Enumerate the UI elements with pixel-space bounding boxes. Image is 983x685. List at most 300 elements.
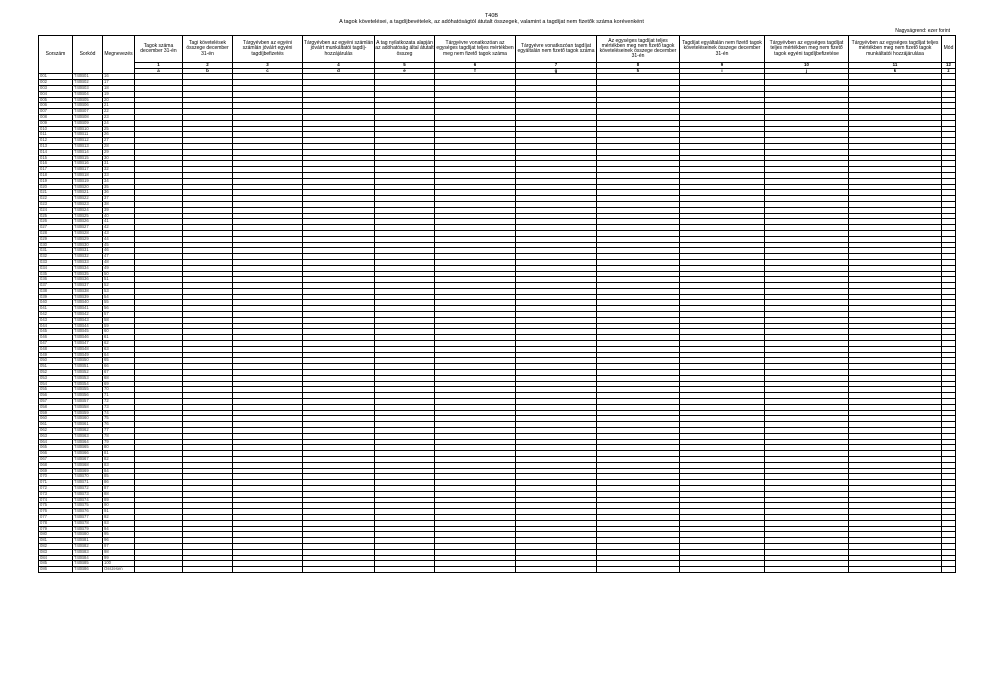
- cell-megnevezes: 24: [103, 120, 135, 126]
- cell-megnevezes: 66: [103, 364, 135, 370]
- cell-sorszam: 058: [39, 404, 73, 410]
- cell-sorkod: T40B68: [73, 462, 103, 468]
- cell-sorszam: 073: [39, 491, 73, 497]
- cell-sorszam: 038: [39, 288, 73, 294]
- col-letter: i: [680, 68, 765, 74]
- cell-megnevezes: 49: [103, 265, 135, 271]
- cell-megnevezes: 83: [103, 462, 135, 468]
- cell-sorkod: T40B66: [73, 451, 103, 457]
- cell-megnevezes: 30: [103, 155, 135, 161]
- cell-sorkod: T40B59: [73, 410, 103, 416]
- cell-sorszam: 004: [39, 91, 73, 97]
- cell-sorszam: 030: [39, 242, 73, 248]
- cell-sorszam: 019: [39, 178, 73, 184]
- cell-sorkod: T40B42: [73, 312, 103, 318]
- cell-sorkod: T40B23: [73, 201, 103, 207]
- cell-megnevezes: 90: [103, 503, 135, 509]
- cell-sorkod: T40B25: [73, 213, 103, 219]
- cell-sorszam: 021: [39, 190, 73, 196]
- cell-megnevezes: 94: [103, 526, 135, 532]
- cell-input[interactable]: [597, 567, 680, 573]
- cell-megnevezes: 35: [103, 184, 135, 190]
- cell-megnevezes: 72: [103, 399, 135, 405]
- cell-megnevezes: 61: [103, 335, 135, 341]
- cell-megnevezes: 51: [103, 277, 135, 283]
- cell-sorszam: 075: [39, 503, 73, 509]
- cell-sorszam: 027: [39, 225, 73, 231]
- header-megnevezes: Megnevezés: [103, 36, 135, 74]
- cell-sorszam: 020: [39, 184, 73, 190]
- cell-megnevezes: 60: [103, 329, 135, 335]
- table-row: [39, 567, 956, 573]
- cell-sorszam: 045: [39, 329, 73, 335]
- cell-sorkod: T40B43: [73, 317, 103, 323]
- cell-sorkod: T40B27: [73, 225, 103, 231]
- cell-sorkod: T40B31: [73, 248, 103, 254]
- cell-megnevezes: 58: [103, 317, 135, 323]
- table-body: [39, 74, 956, 573]
- col-number: 12: [942, 63, 956, 69]
- header-col-3: Tárgyévben az egyéni számlán jóváírt egyéni tagdíjbefizetés: [233, 36, 303, 63]
- cell-megnevezes: 99: [103, 555, 135, 561]
- cell-sorszam: 023: [39, 201, 73, 207]
- col-number: 4: [303, 63, 375, 69]
- cell-megnevezes: 29: [103, 149, 135, 155]
- cell-sorszam: 068: [39, 462, 73, 468]
- cell-sorkod: T40B22: [73, 196, 103, 202]
- cell-sorkod: T40B49: [73, 352, 103, 358]
- cell-megnevezes: 22: [103, 109, 135, 115]
- cell-megnevezes: 38: [103, 201, 135, 207]
- col-letter: k: [849, 68, 942, 74]
- cell-sorkod: T40B82: [73, 543, 103, 549]
- cell-megnevezes: 86: [103, 480, 135, 486]
- cell-sorkod: T40B14: [73, 149, 103, 155]
- cell-megnevezes: 43: [103, 230, 135, 236]
- cell-sorkod: T40B32: [73, 254, 103, 260]
- cell-sorkod: T40B64: [73, 439, 103, 445]
- cell-sorkod: T40B61: [73, 422, 103, 428]
- cell-sorszam: 061: [39, 422, 73, 428]
- cell-sorszam: 013: [39, 143, 73, 149]
- cell-sorkod: T40B01: [73, 74, 103, 80]
- cell-input[interactable]: [849, 567, 942, 573]
- cell-sorszam: 036: [39, 277, 73, 283]
- cell-sorkod: T40B37: [73, 283, 103, 289]
- cell-sorszam: 017: [39, 167, 73, 173]
- col-letter: z: [942, 68, 956, 74]
- cell-sorkod: T40B41: [73, 306, 103, 312]
- cell-sorkod: T40B46: [73, 335, 103, 341]
- col-number: 5: [375, 63, 435, 69]
- cell-megnevezes: 52: [103, 283, 135, 289]
- col-letter: d: [303, 68, 375, 74]
- cell-megnevezes: 41: [103, 219, 135, 225]
- cell-sorszam: 007: [39, 109, 73, 115]
- cell-sorkod: T40B26: [73, 219, 103, 225]
- cell-sorkod: T40B09: [73, 120, 103, 126]
- cell-sorszam: 065: [39, 445, 73, 451]
- cell-sorszam: 084: [39, 555, 73, 561]
- cell-sorszam: 060: [39, 416, 73, 422]
- cell-sorszam: 012: [39, 138, 73, 144]
- cell-sorszam: 074: [39, 497, 73, 503]
- cell-input[interactable]: [516, 567, 597, 573]
- cell-sorkod: T40B77: [73, 514, 103, 520]
- cell-megnevezes: 100: [103, 561, 135, 567]
- header-col-9: Tagdíjat egyáltalán nem fizető tagok követeléseinek összege december 31-én: [680, 36, 765, 63]
- cell-megnevezes: 25: [103, 126, 135, 132]
- cell-sorkod: T40B05: [73, 97, 103, 103]
- cell-sorszam: 026: [39, 219, 73, 225]
- cell-sorszam: 043: [39, 317, 73, 323]
- cell-megnevezes: 45: [103, 242, 135, 248]
- col-letter: g: [516, 68, 597, 74]
- header-col-2: Tagi követelések összege december 31-én: [183, 36, 233, 63]
- cell-sorszam: 033: [39, 259, 73, 265]
- cell-sorkod: T40B28: [73, 230, 103, 236]
- cell-sorkod: T40B18: [73, 172, 103, 178]
- cell-sorszam: 001: [39, 74, 73, 80]
- unit-label: Nagyságrend: ezer forint: [895, 28, 950, 34]
- cell-sorkod: T40B65: [73, 445, 103, 451]
- cell-sorkod: T40B02: [73, 80, 103, 86]
- cell-sorszam: 054: [39, 381, 73, 387]
- cell-megnevezes: 75: [103, 416, 135, 422]
- header-col-6: Tárgyévre vonatkozóan az egységes tagdíjat teljes mértékben meg nem fizető tagok száma: [435, 36, 516, 63]
- col-number: 6: [435, 63, 516, 69]
- cell-sorkod: T40B83: [73, 549, 103, 555]
- cell-sorszam: 015: [39, 155, 73, 161]
- cell-sorkod: T40B10: [73, 126, 103, 132]
- cell-megnevezes: 85: [103, 474, 135, 480]
- cell-sorszam: 010: [39, 126, 73, 132]
- header-col-5: A tag nyilatkozata alapján az adóhatóság által átutalt összeg: [375, 36, 435, 63]
- cell-megnevezes: 32: [103, 167, 135, 173]
- cell-sorszam: 079: [39, 526, 73, 532]
- cell-sorkod: T40B21: [73, 190, 103, 196]
- cell-sorkod: T40B53: [73, 375, 103, 381]
- cell-sorkod: T40B40: [73, 300, 103, 306]
- cell-megnevezes: 70: [103, 387, 135, 393]
- header-col-1: Tagok száma december 31-én: [135, 36, 183, 63]
- cell-megnevezes: 16: [103, 74, 135, 80]
- cell-megnevezes: 62: [103, 341, 135, 347]
- cell-megnevezes: 69: [103, 381, 135, 387]
- cell-sorkod: T40B36: [73, 277, 103, 283]
- cell-sorkod: T40B62: [73, 428, 103, 434]
- cell-sorszam: 014: [39, 149, 73, 155]
- cell-sorkod: T40B52: [73, 370, 103, 376]
- header-col-11: Tárgyévben az egységes tagdíjat teljes mértékben meg nem fizető tagok munkáltatói hozzájárulása: [849, 36, 942, 63]
- cell-sorkod: T40B04: [73, 91, 103, 97]
- cell-sorkod: T40B56: [73, 393, 103, 399]
- cell-megnevezes: 89: [103, 497, 135, 503]
- cell-sorszam: 046: [39, 335, 73, 341]
- cell-sorszam: 055: [39, 387, 73, 393]
- col-number: 2: [183, 63, 233, 69]
- cell-sorkod: T40B11: [73, 132, 103, 138]
- cell-megnevezes: 21: [103, 103, 135, 109]
- cell-megnevezes: 19: [103, 91, 135, 97]
- col-number: 7: [516, 63, 597, 69]
- cell-sorkod: T40B17: [73, 167, 103, 173]
- cell-sorkod: T40B48: [73, 346, 103, 352]
- cell-sorkod: T40B07: [73, 109, 103, 115]
- cell-sorkod: T40B34: [73, 265, 103, 271]
- cell-sorszam: 049: [39, 352, 73, 358]
- header-sorkod: Sorkód: [73, 36, 103, 74]
- cell-megnevezes: 26: [103, 132, 135, 138]
- cell-megnevezes: 91: [103, 509, 135, 515]
- cell-sorkod: T40B51: [73, 364, 103, 370]
- cell-sorkod: T40B44: [73, 323, 103, 329]
- cell-sorszam: 025: [39, 213, 73, 219]
- cell-sorkod: T40B08: [73, 114, 103, 120]
- cell-sorkod: T40B03: [73, 86, 103, 92]
- cell-sorszam: 044: [39, 323, 73, 329]
- cell-megnevezes: 20: [103, 97, 135, 103]
- cell-sorszam: 067: [39, 457, 73, 463]
- cell-sorszam: 069: [39, 468, 73, 474]
- cell-sorszam: 002: [39, 80, 73, 86]
- cell-sorkod: T40B33: [73, 259, 103, 265]
- col-letter: f: [435, 68, 516, 74]
- cell-megnevezes: 31: [103, 161, 135, 167]
- header-row: [39, 36, 956, 63]
- col-number: 11: [849, 63, 942, 69]
- cell-megnevezes: 48: [103, 259, 135, 265]
- cell-sorszam: 018: [39, 172, 73, 178]
- cell-megnevezes: 67: [103, 370, 135, 376]
- header-col-12: Mód: [942, 36, 956, 63]
- cell-input[interactable]: [135, 567, 183, 573]
- cell-input[interactable]: [765, 567, 849, 573]
- cell-sorszam: 062: [39, 428, 73, 434]
- cell-sorszam: 040: [39, 300, 73, 306]
- cell-sorszam: 005: [39, 97, 73, 103]
- col-letter: a: [135, 68, 183, 74]
- cell-megnevezes: 56: [103, 306, 135, 312]
- cell-sorszam: 016: [39, 161, 73, 167]
- cell-megnevezes: 71: [103, 393, 135, 399]
- cell-sorkod: T40B71: [73, 480, 103, 486]
- cell-sorkod: T40B12: [73, 138, 103, 144]
- cell-megnevezes: 84: [103, 468, 135, 474]
- header-sorszam: Sorszám: [39, 36, 73, 74]
- cell-sorszam: 028: [39, 230, 73, 236]
- cell-sorszam: 031: [39, 248, 73, 254]
- cell-sorkod: T40B79: [73, 526, 103, 532]
- cell-sorkod: T40B69: [73, 468, 103, 474]
- header-col-10: Tárgyévben az egységes tagdíjat teljes mértékben meg nem fizető tagok egyéni tagdíjbefizetése: [765, 36, 849, 63]
- cell-sorszam: 051: [39, 364, 73, 370]
- cell-megnevezes: 59: [103, 323, 135, 329]
- cell-sorkod: T40B16: [73, 161, 103, 167]
- cell-megnevezes: 18: [103, 86, 135, 92]
- cell-sorkod: T40B70: [73, 474, 103, 480]
- cell-input[interactable]: [680, 567, 765, 573]
- col-number: 10: [765, 63, 849, 69]
- cell-megnevezes: 73: [103, 404, 135, 410]
- cell-megnevezes: 65: [103, 358, 135, 364]
- cell-sorkod: T40B78: [73, 520, 103, 526]
- cell-sorkod: T40B81: [73, 538, 103, 544]
- cell-sorkod: T40B72: [73, 485, 103, 491]
- cell-megnevezes: 28: [103, 143, 135, 149]
- cell-sorszam: 078: [39, 520, 73, 526]
- col-letter: b: [183, 68, 233, 74]
- cell-megnevezes: 17: [103, 80, 135, 86]
- cell-sorszam: 034: [39, 265, 73, 271]
- cell-megnevezes: 81: [103, 451, 135, 457]
- cell-sorszam: 053: [39, 375, 73, 381]
- cell-sorszam: 009: [39, 120, 73, 126]
- cell-sorszam: 003: [39, 86, 73, 92]
- cell-megnevezes: 27: [103, 138, 135, 144]
- cell-sorszam: 082: [39, 543, 73, 549]
- cell-input[interactable]: [183, 567, 233, 573]
- cell-megnevezes: 40: [103, 213, 135, 219]
- cell-sorszam: 048: [39, 346, 73, 352]
- col-number: 9: [680, 63, 765, 69]
- cell-megnevezes: 68: [103, 375, 135, 381]
- cell-megnevezes: 34: [103, 178, 135, 184]
- cell-sorszam: 063: [39, 433, 73, 439]
- cell-sorkod: T40B30: [73, 242, 103, 248]
- cell-sorkod: T40B13: [73, 143, 103, 149]
- form-title: A tagok követelései, a tagdíjbevételek, az adóhatóságtól átutalt összegek, valamint a tagdíjat nem fizetők száma korévenként: [339, 19, 644, 25]
- cell-sorszam: 071: [39, 480, 73, 486]
- cell-megnevezes: 96: [103, 538, 135, 544]
- cell-sorkod: T40B75: [73, 503, 103, 509]
- cell-sorszam: 041: [39, 306, 73, 312]
- cell-sorszam: 059: [39, 410, 73, 416]
- cell-sorszam: 070: [39, 474, 73, 480]
- cell-sorszam: 076: [39, 509, 73, 515]
- cell-sorszam: 072: [39, 485, 73, 491]
- cell-sorszam: 057: [39, 399, 73, 405]
- cell-megnevezes: 23: [103, 114, 135, 120]
- cell-megnevezes: 76: [103, 422, 135, 428]
- header-col-7: Tárgyévre vonatkozóan tagdíjat egyáltalán nem fizető tagok száma: [516, 36, 597, 63]
- cell-sorszam: 050: [39, 358, 73, 364]
- cell-sorszam: 011: [39, 132, 73, 138]
- cell-megnevezes: 77: [103, 428, 135, 434]
- cell-megnevezes: 44: [103, 236, 135, 242]
- cell-megnevezes: 57: [103, 312, 135, 318]
- cell-sorszam: 039: [39, 294, 73, 300]
- cell-megnevezes: 64: [103, 352, 135, 358]
- cell-sorkod: T40B29: [73, 236, 103, 242]
- cell-sorkod: T40B06: [73, 103, 103, 109]
- cell-sorszam: 052: [39, 370, 73, 376]
- cell-sorszam: 085: [39, 561, 73, 567]
- cell-sorkod: T40B57: [73, 399, 103, 405]
- col-number: 3: [233, 63, 303, 69]
- col-number: 1: [135, 63, 183, 69]
- cell-megnevezes: 46: [103, 248, 135, 254]
- cell-megnevezes: 54: [103, 294, 135, 300]
- cell-megnevezes: 37: [103, 196, 135, 202]
- col-letter: e: [375, 68, 435, 74]
- cell-megnevezes: 74: [103, 410, 135, 416]
- cell-sorkod: T40B15: [73, 155, 103, 161]
- cell-sorszam: 064: [39, 439, 73, 445]
- cell-input[interactable]: [303, 567, 375, 573]
- cell-sorkod: T40B20: [73, 184, 103, 190]
- cell-sorkod: T40B63: [73, 433, 103, 439]
- col-letter: c: [233, 68, 303, 74]
- cell-sorkod: T40B19: [73, 178, 103, 184]
- cell-megnevezes: 82: [103, 457, 135, 463]
- cell-sorkod: T40B73: [73, 491, 103, 497]
- cell-input[interactable]: [233, 567, 303, 573]
- cell-input[interactable]: [435, 567, 516, 573]
- cell-input[interactable]: [375, 567, 435, 573]
- header-col-4: Tárgyévben az egyéni számlán jóváírt munkáltatói tagdíj-hozzájárulás: [303, 36, 375, 63]
- cell-megnevezes: 78: [103, 433, 135, 439]
- cell-megnevezes: 88: [103, 491, 135, 497]
- col-letter: h: [597, 68, 680, 74]
- cell-sorszam: 032: [39, 254, 73, 260]
- cell-megnevezes: 80: [103, 445, 135, 451]
- cell-megnevezes: 87: [103, 485, 135, 491]
- cell-sorkod: T40B38: [73, 288, 103, 294]
- cell-sorszam: 042: [39, 312, 73, 318]
- cell-sorszam: 056: [39, 393, 73, 399]
- cell-input[interactable]: [942, 567, 956, 573]
- cell-megnevezes: 97: [103, 543, 135, 549]
- cell-sorkod: T40B39: [73, 294, 103, 300]
- cell-sorszam: 008: [39, 114, 73, 120]
- cell-sorkod: T40B55: [73, 387, 103, 393]
- cell-megnevezes: 93: [103, 520, 135, 526]
- cell-megnevezes: 47: [103, 254, 135, 260]
- cell-megnevezes: 39: [103, 207, 135, 213]
- cell-megnevezes: 36: [103, 190, 135, 196]
- cell-megnevezes: 42: [103, 225, 135, 231]
- cell-sorszam: 066: [39, 451, 73, 457]
- cell-sorszam: 006: [39, 103, 73, 109]
- cell-megnevezes: 79: [103, 439, 135, 445]
- col-number: 8: [597, 63, 680, 69]
- cell-megnevezes: 33: [103, 172, 135, 178]
- cell-sorkod: T40B47: [73, 341, 103, 347]
- data-table: [38, 35, 956, 573]
- cell-sorszam: 086: [39, 567, 73, 573]
- cell-sorkod: T40B50: [73, 358, 103, 364]
- cell-sorkod: T40B84: [73, 555, 103, 561]
- header-col-8: Az egységes tagdíjat teljes mértékben meg nem fizető tagok követeléseinek összege december 31-én: [597, 36, 680, 63]
- cell-sorszam: 035: [39, 271, 73, 277]
- cell-sorszam: 047: [39, 341, 73, 347]
- cell-megnevezes: 55: [103, 300, 135, 306]
- cell-sorkod: T40B35: [73, 271, 103, 277]
- cell-sorszam: 022: [39, 196, 73, 202]
- cell-sorkod: T40B85: [73, 561, 103, 567]
- cell-megnevezes: 98: [103, 549, 135, 555]
- cell-sorkod: T40B60: [73, 416, 103, 422]
- col-letter: j: [765, 68, 849, 74]
- cell-sorszam: 081: [39, 538, 73, 544]
- cell-sorszam: 077: [39, 514, 73, 520]
- cell-megnevezes: 50: [103, 271, 135, 277]
- cell-sorkod: T40B67: [73, 457, 103, 463]
- cell-megnevezes: 63: [103, 346, 135, 352]
- cell-megnevezes: 53: [103, 288, 135, 294]
- cell-sorszam: 083: [39, 549, 73, 555]
